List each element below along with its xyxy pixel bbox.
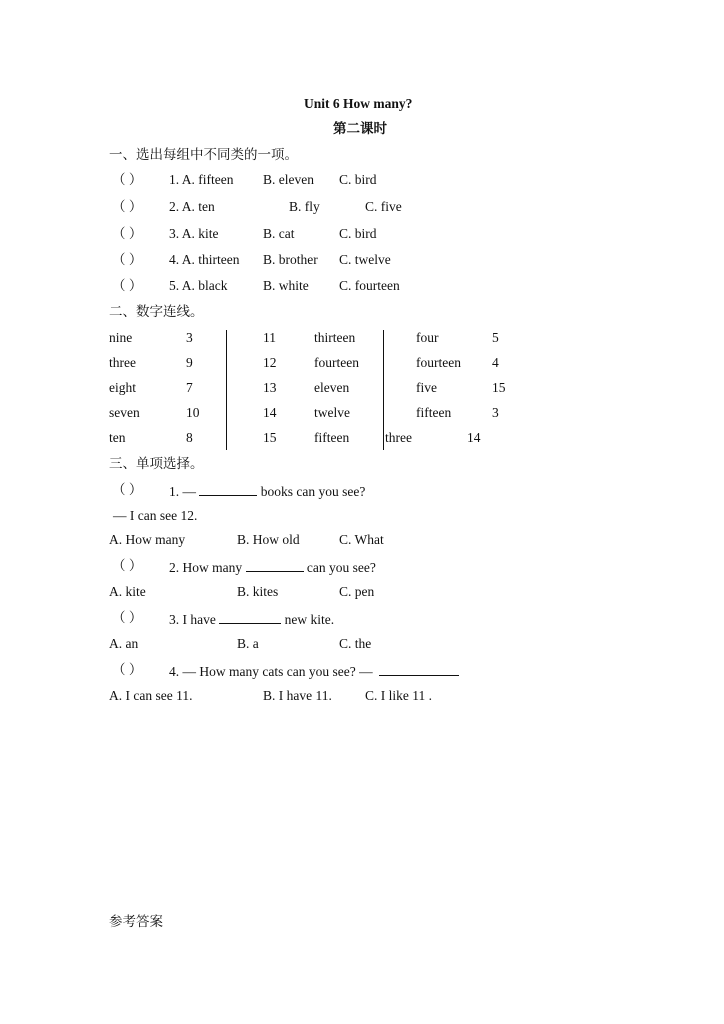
choice-a[interactable]: A. I can see 11. bbox=[109, 688, 193, 703]
item-option-c: C. fourteen bbox=[339, 278, 400, 293]
question-pre: 1. — bbox=[169, 484, 196, 499]
match-number[interactable]: 14 bbox=[467, 430, 481, 445]
section2-heading: 二、数字连线。 bbox=[109, 304, 204, 319]
column-divider bbox=[383, 330, 384, 450]
item-option-a: 5. A. black bbox=[169, 278, 228, 293]
question-text bbox=[169, 558, 376, 576]
answer-bracket[interactable]: （ ） bbox=[112, 278, 143, 293]
item-option-c: C. five bbox=[365, 199, 402, 214]
question-pre: 2. How many bbox=[169, 560, 243, 575]
answer-bracket[interactable]: （ ） bbox=[112, 662, 143, 677]
choice-a[interactable]: A. kite bbox=[109, 584, 146, 599]
item-option-a: 3. A. kite bbox=[169, 226, 219, 241]
section3-heading: 三、单项选择。 bbox=[109, 456, 204, 471]
item-option-b: B. eleven bbox=[263, 172, 314, 187]
match-word[interactable]: fourteen bbox=[314, 355, 359, 370]
question-post: new kite. bbox=[284, 612, 335, 627]
choice-b[interactable]: B. kites bbox=[237, 584, 279, 599]
match-word[interactable]: twelve bbox=[314, 405, 350, 420]
fill-blank[interactable] bbox=[219, 610, 281, 624]
match-number[interactable]: 15 bbox=[492, 380, 506, 395]
match-number[interactable]: 11 bbox=[263, 330, 276, 345]
match-word[interactable]: seven bbox=[109, 405, 140, 420]
item-option-c: C. bird bbox=[339, 226, 377, 241]
match-word[interactable]: fifteen bbox=[314, 430, 350, 445]
item-option-a: 2. A. ten bbox=[169, 199, 215, 214]
match-word[interactable]: nine bbox=[109, 330, 133, 345]
match-number[interactable]: 5 bbox=[492, 330, 499, 345]
match-number[interactable]: 3 bbox=[186, 330, 193, 345]
section1-heading: 一、选出每组中不同类的一项。 bbox=[109, 147, 298, 162]
choice-b[interactable]: B. I have 11. bbox=[263, 688, 332, 703]
match-number[interactable]: 7 bbox=[186, 380, 193, 395]
match-word[interactable]: eleven bbox=[314, 380, 350, 395]
item-option-b: B. fly bbox=[289, 199, 320, 214]
match-word[interactable]: fourteen bbox=[416, 355, 461, 370]
choice-c[interactable]: C. I like 11 . bbox=[365, 688, 432, 703]
item-option-b: B. white bbox=[263, 278, 309, 293]
answer-bracket[interactable]: （ ） bbox=[112, 199, 143, 214]
question-post: books can you see? bbox=[260, 484, 366, 499]
match-number[interactable]: 15 bbox=[263, 430, 277, 445]
question-text bbox=[169, 610, 334, 628]
choice-a[interactable]: A. How many bbox=[109, 532, 186, 547]
answer-bracket[interactable]: （ ） bbox=[112, 482, 143, 497]
question-pre: 3. I have bbox=[169, 612, 216, 627]
match-word[interactable]: four bbox=[416, 330, 439, 345]
choice-b[interactable]: B. a bbox=[237, 636, 259, 651]
item-option-a: 1. A. fifteen bbox=[169, 172, 234, 187]
answer-bracket[interactable]: （ ） bbox=[112, 226, 143, 241]
item-option-b: B. cat bbox=[263, 226, 295, 241]
match-word[interactable]: fifteen bbox=[416, 405, 452, 420]
page-title: Unit 6 How many? bbox=[304, 96, 413, 111]
match-number[interactable]: 14 bbox=[263, 405, 277, 420]
match-word[interactable]: three bbox=[385, 430, 412, 445]
answer-bracket[interactable]: （ ） bbox=[112, 172, 143, 187]
match-number[interactable]: 13 bbox=[263, 380, 277, 395]
question-post: can you see? bbox=[306, 560, 376, 575]
match-number[interactable]: 12 bbox=[263, 355, 277, 370]
match-word[interactable]: three bbox=[109, 355, 136, 370]
item-option-c: C. twelve bbox=[339, 252, 391, 267]
answer-bracket[interactable]: （ ） bbox=[112, 558, 143, 573]
match-word[interactable]: five bbox=[416, 380, 437, 395]
match-word[interactable]: thirteen bbox=[314, 330, 356, 345]
fill-blank[interactable] bbox=[379, 662, 459, 676]
choice-a[interactable]: A. an bbox=[109, 636, 139, 651]
answers-heading: 参考答案 bbox=[109, 914, 163, 929]
dialogue-response: — I can see 12. bbox=[113, 508, 198, 523]
match-word[interactable]: ten bbox=[109, 430, 126, 445]
question-text bbox=[169, 482, 365, 500]
match-number[interactable]: 8 bbox=[186, 430, 193, 445]
fill-blank[interactable] bbox=[199, 482, 257, 496]
question-text bbox=[169, 662, 459, 680]
match-word[interactable]: eight bbox=[109, 380, 136, 395]
page-subtitle: 第二课时 bbox=[333, 121, 387, 136]
choice-c[interactable]: C. the bbox=[339, 636, 372, 651]
choice-c[interactable]: C. pen bbox=[339, 584, 375, 599]
column-divider bbox=[226, 330, 227, 450]
item-option-a: 4. A. thirteen bbox=[169, 252, 240, 267]
match-number[interactable]: 4 bbox=[492, 355, 499, 370]
answer-bracket[interactable]: （ ） bbox=[112, 610, 143, 625]
item-option-c: C. bird bbox=[339, 172, 377, 187]
choice-c[interactable]: C. What bbox=[339, 532, 384, 547]
match-number[interactable]: 9 bbox=[186, 355, 193, 370]
choice-b[interactable]: B. How old bbox=[237, 532, 300, 547]
match-number[interactable]: 10 bbox=[186, 405, 200, 420]
question-pre: 4. — How many cats can you see? — bbox=[169, 664, 373, 679]
item-option-b: B. brother bbox=[263, 252, 318, 267]
answer-bracket[interactable]: （ ） bbox=[112, 252, 143, 267]
match-number[interactable]: 3 bbox=[492, 405, 499, 420]
fill-blank[interactable] bbox=[246, 558, 304, 572]
